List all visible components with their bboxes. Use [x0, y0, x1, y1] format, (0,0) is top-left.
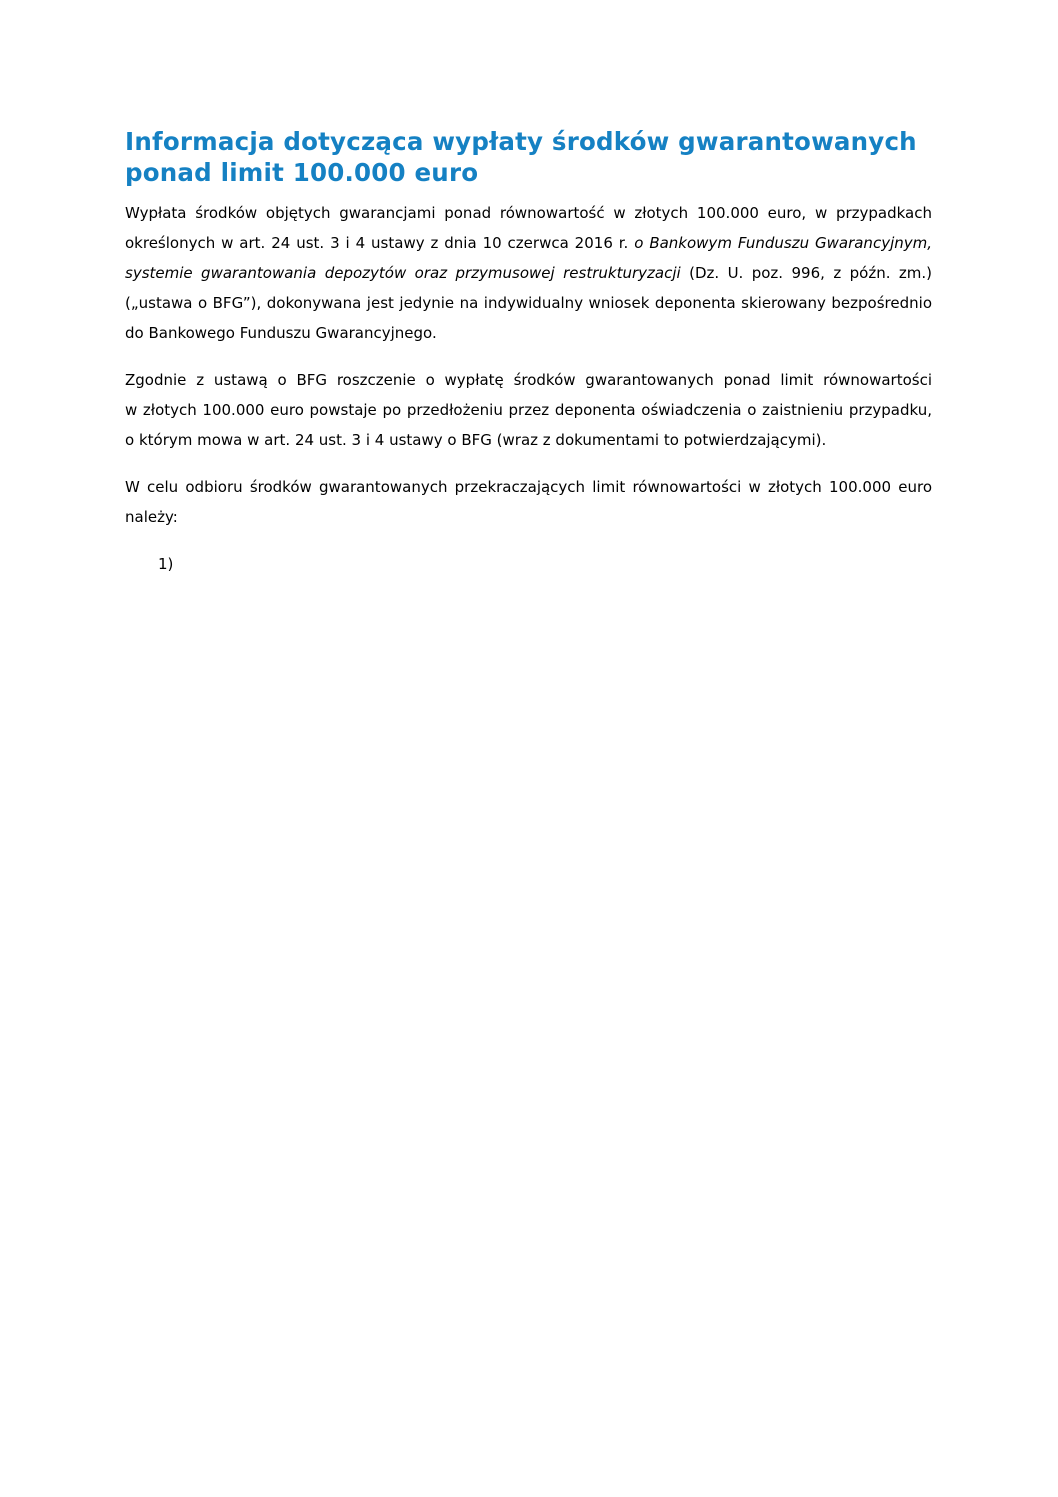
- list-item-marker: 1): [158, 555, 174, 573]
- list-item-1: [158, 549, 932, 579]
- paragraph-1: [125, 198, 932, 348]
- text-run-normal: (Dz. U. poz. 996, z późn. zm.) („ustawa o BFG”), dokonywana jest jedynie na indywidualny wniosek deponenta skierowany bezpośrednio do Bankowego Funduszu Gwarancyjnego.: [125, 264, 932, 342]
- text-run-italic: o Bankowym Funduszu Gwarancyjnym, systemie gwarantowania depozytów oraz przymusowej restrukturyzacji: [125, 234, 932, 282]
- text-run-normal: W celu odbioru środków gwarantowanych przekraczających limit równowartości w złotych 100.000 euro należy:: [125, 478, 932, 526]
- text-run-normal: Wypłata środków objętych gwarancjami ponad równowartość w złotych 100.000 euro, w przypadkach określonych w art. 24 ust. 3 i 4 ustawy z dnia 10 czerwca 2016 r.: [125, 204, 932, 252]
- page-title: Informacja dotycząca wypłaty środków gwarantowanych ponad limit 100.000 euro: [125, 127, 917, 187]
- paragraph-3: [125, 472, 932, 532]
- text-run-normal: Zgodnie z ustawą o BFG roszczenie o wypłatę środków gwarantowanych ponad limit równowartości w złotych 100.000 euro powstaje po przedłożeniu przez deponenta oświadczenia o zaistnieniu przypadku, o którym mowa w art. 24 ust. 3 i 4 ustawy o BFG (wraz z dokumentami to potwierdzającymi).: [125, 371, 932, 449]
- paragraph-2: [125, 365, 932, 455]
